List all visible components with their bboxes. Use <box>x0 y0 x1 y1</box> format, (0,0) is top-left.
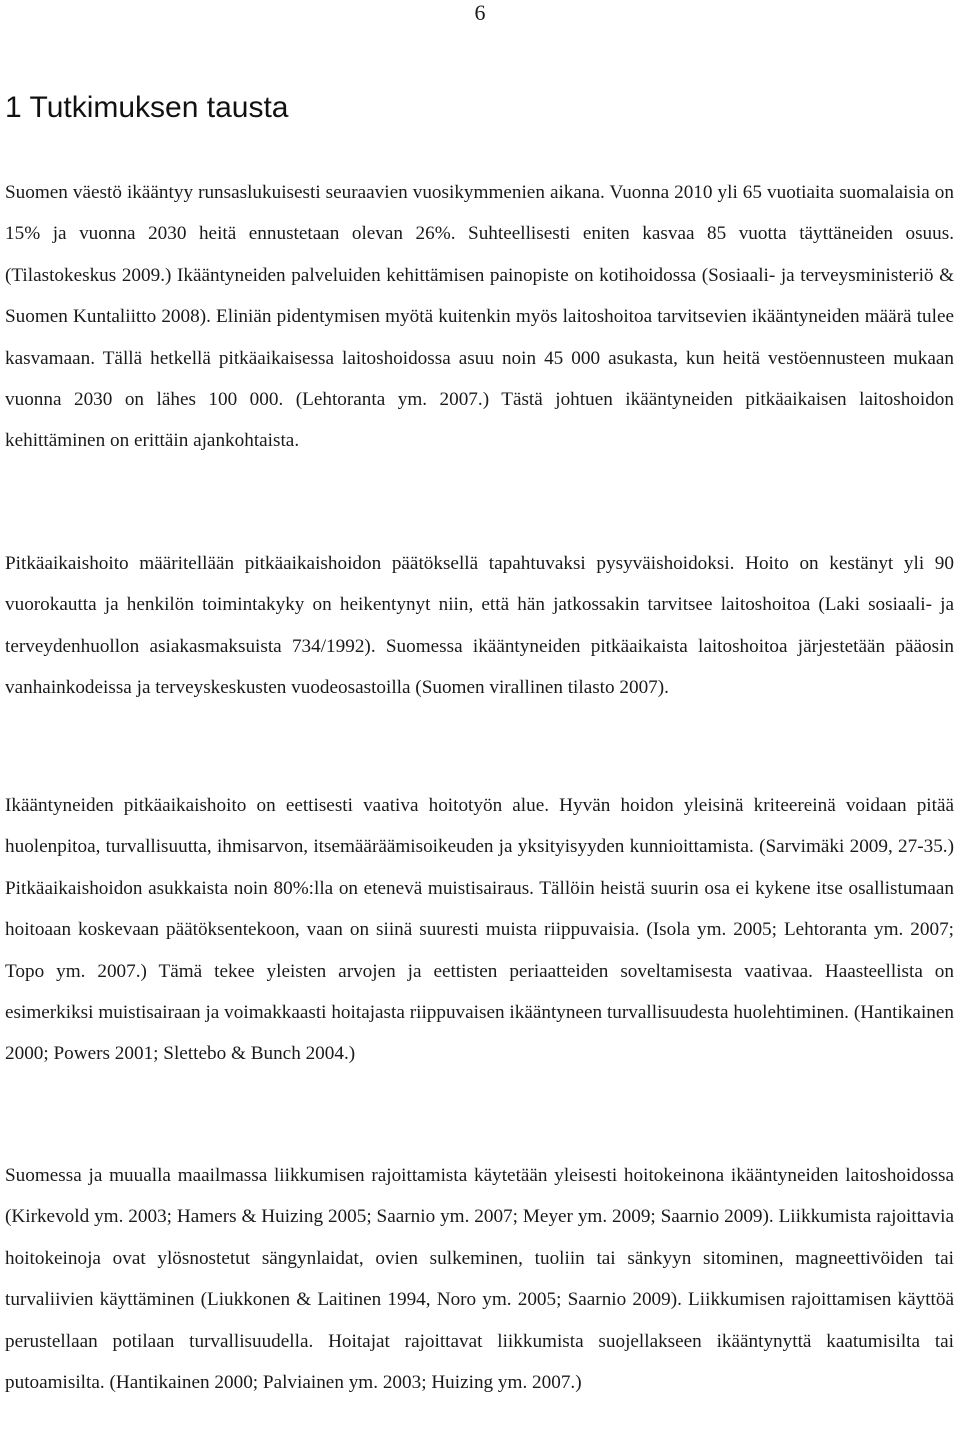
page-number: 6 <box>474 0 486 25</box>
paragraph: Suomessa ja muualla maailmassa liikkumisen rajoittamista käytetään yleisesti hoitokeinona ikääntyneiden laitoshoidossa (Kirkevold ym. 2003; Hamers & Huizing 2005; Saarnio ym. 2007; Meyer ym. 2009; Saarnio 2009). Liikkumista rajoittavia hoitokeinoja ovat ylösnostetut sängynlaidat, ovien sulkeminen, tuoliin tai sänkyyn sitominen, magneettivöiden tai turvaliivien käyttäminen (Liukkonen & Laitinen 1994, Noro ym. 2005; Saarnio 2009). Liikkumisen rajoittamisen käyttöä perustellaan potilaan turvallisuudella. Hoitajat rajoittavat liikkumista suojellakseen ikääntynyttä kaatumisilta tai putoamisilta. (Hantikainen 2000; Palviainen ym. 2003; Huizing ym. 2007.) <box>5 1165 954 1394</box>
paragraph: Ikääntyneiden pitkäaikaishoito on eettisesti vaativa hoitotyön alue. Hyvän hoidon yleisinä kriteereinä voidaan pitää huolenpitoa, turvallisuutta, ihmisarvon, itsemääräämisoikeuden ja yksityisyyden kunnioittamista. (Sarvimäki 2009, 27-35.) Pitkäaikaishoidon asukkaista noin 80%:lla on etenevä muistisairaus. Tällöin heistä suurin osa ei kykene itse osallistumaan hoitoaan koskevaan päätöksentekoon, vaan on siinä suuresti muista riippuvaisia. (Isola ym. 2005; Lehtoranta ym. 2007; Topo ym. 2007.) Tämä tekee yleisten arvojen ja eettisten periaatteiden soveltamisesta vaativaa. Haasteellista on esimerkiksi muistisairaan ja voimakkaasti hoitajasta riippuvaisen ikääntyneen turvallisuudesta huolehtiminen. (Hantikainen 2000; Powers 2001; Slettebo & Bunch 2004.) <box>5 795 954 1065</box>
paragraph: Suomen väestö ikääntyy runsaslukuisesti seuraavien vuosikymmenien aikana. Vuonna 2010 yli 65 vuotiaita suomalaisia on 15% ja vuonna 2030 heitä ennustetaan olevan 26%. Suhteellisesti eniten kasvaa 85 vuotta täyttäneiden osuus. (Tilastokeskus 2009.) Ikääntyneiden palveluiden kehittämisen painopiste on kotihoidossa (Sosiaali- ja terveysministeriö & Suomen Kuntaliitto 2008). Eliniän pidentymisen myötä kuitenkin myös laitoshoitoa tarvitsevien ikääntyneiden määrä tulee kasvamaan. Tällä hetkellä pitkäaikaisessa laitoshoidossa asuu noin 45 000 asukasta, kun heitä vestöennusteen mukaan vuonna 2030 on lähes 100 000. (Lehtoranta ym. 2007.) Tästä johtuen ikääntyneiden pitkäaikaisen laitoshoidon kehittäminen on erittäin ajankohtaista. <box>5 182 954 452</box>
section-heading: 1 Tutkimuksen tausta <box>5 91 289 124</box>
paragraph: Pitkäaikaishoito määritellään pitkäaikaishoidon päätöksellä tapahtuvaksi pysyväishoidoksi. Hoito on kestänyt yli 90 vuorokautta ja henkilön toimintakyky on heikentynyt niin, että hän jatkossakin tarvitsee laitoshoitoa (Laki sosiaali- ja terveydenhuollon asiakasmaksuista 734/1992). Suomessa ikääntyneiden pitkäaikaista laitoshoitoa järjestetään pääosin vanhainkodeissa ja terveyskeskusten vuodeosastoilla (Suomen virallinen tilasto 2007). <box>5 553 954 699</box>
